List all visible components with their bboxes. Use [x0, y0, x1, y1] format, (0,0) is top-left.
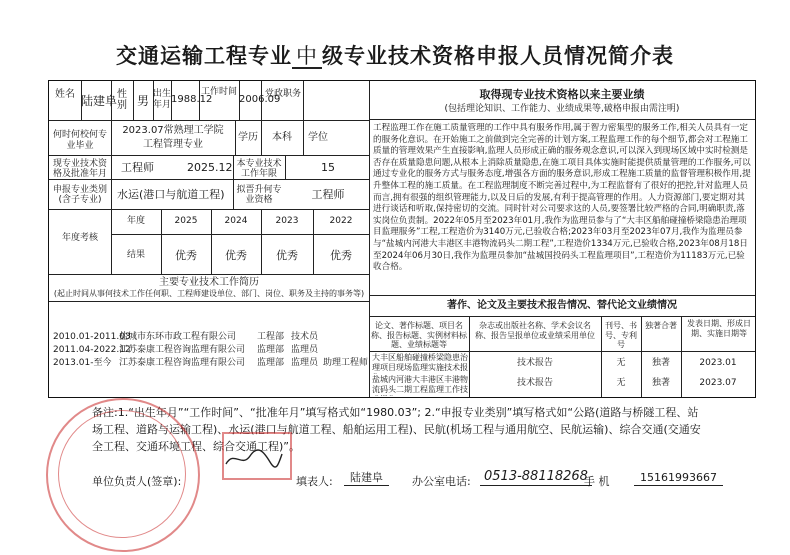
assessment-result: 优秀	[175, 249, 197, 262]
paper-author: 独著	[651, 358, 670, 368]
experience-role: 监理员	[291, 358, 319, 368]
work-value: 2006.09	[239, 94, 281, 105]
name-label: 姓名	[55, 89, 75, 100]
phone-value: 0513-88118268	[480, 470, 592, 486]
paper-issue: 无	[616, 378, 626, 388]
phone-label: 办公室电话:	[412, 475, 471, 488]
notes-text: 备注:1.“出生年月”“工作时间”、“批准年月”填写格式如“1980.03”; 2.“申报专业类别”填写格式如“公路(道路与桥隧工程、站场工程、道路与运输工程)、水运(港口与航道工程、船舶运用工程)、民航(机场工程与通用航空、民航运输)、综合交通(交通安全工程、交通环境工程、综合交通工程)”。	[92, 406, 701, 453]
education-label: 何时何校何专业毕业	[52, 130, 107, 151]
experience-org: 江苏泰康工程咨询监理有限公司	[119, 358, 246, 368]
assessment-year: 2022	[329, 216, 353, 226]
achievements-text: 工程监理工作在施工质量管理的工作中具有服务作用,属于智力密集型的服务工作,相关人员具有一定的服务化意识。在开始施工之前做到完全完善的计划方案,工程监理工作的每个细节,都会对工程施工质量的管理效果产生直接影响,监理人员形成正确的服务观念意识,可以深入到现场区域中实时检测是否存在质量隐患问题,从根本上消除质量隐患,在施工项目具体实施时能提供质量管理的工作服务,可以通过专业化的服务方式与服务态度,增强各方面的服务意识,形成工程施工质量的监督管理积极作用,提升整体工程的施工质量。在工程监理制度不断完善过程中,为工程监督有了很好的把控,针对监理人员而言,拥有很强的组织管理能力,以及日后的发展,有利于提高管理的作用。人力资源部门,要定期对其进行谈话和听取,保持密切的交流。同时针对公司要求这的人员,要签署比较严格的合同,明确职责,落实岗位负责制。2022年05月至2023年01月,我作为监理员参与了“大丰区船舶碰撞桥梁隐患治理项目监理服务”工程,工程造价为3140万元,已验收合格;2023年03月至2023年07月,我作为监理员参与“盐城内河港大丰港区丰港物流码头二期工程”,工程造价1334万元,已验收合格,2023年08月18日至2024年06月30日,我作为监理员参加“盐城国投码头工程监理项目”,工程造价为11183万元,已验收合格。	[373, 123, 751, 273]
post-label: 拟晋升何专业资格	[236, 185, 282, 205]
education-school: 2023.07常熟理工学院	[122, 125, 224, 136]
birth-label: 出生年月	[153, 89, 172, 110]
paper-issue: 无	[616, 358, 626, 368]
paper-title: 盐城内河港大丰港区丰港物流码头二期工程监理工作技	[372, 375, 468, 394]
experience-pos: 工程部	[257, 332, 285, 342]
mobile-value: 15161993667	[634, 472, 723, 486]
papers-header-author: 独著合著	[645, 321, 677, 330]
edu-label: 学历	[238, 132, 258, 143]
paper-date: 2023.07	[699, 378, 737, 388]
education-major: 工程管理专业	[143, 139, 203, 150]
papers-header-issue: 刊号、书号、专利号	[605, 321, 637, 349]
paper-author: 独著	[651, 378, 670, 388]
title-level: 中	[292, 46, 322, 69]
paper-date: 2023.01	[699, 358, 737, 368]
filler-value: 陆建阜	[344, 472, 389, 486]
name-value: 陆建阜	[81, 94, 118, 108]
papers-header-date: 发表日期、形成日期、实施日期等	[687, 319, 751, 338]
current-title: 工程师	[121, 161, 154, 174]
assessment-year: 2023	[275, 216, 299, 226]
experience-pos: 监理部	[257, 345, 285, 355]
signature-scribble	[224, 446, 284, 472]
assessment-result-label: 结果	[126, 250, 145, 260]
experience-subheading: (起止时间从事何技术工作任何职、工程师建设单位、部门、岗位、职务及主持的事务等)	[53, 289, 365, 298]
birth-value: 1988.12	[171, 94, 213, 105]
experience-heading: 主要专业技术工作简历	[159, 277, 259, 288]
papers-header-pub: 杂志或出版社名称、学术会议名称、报告呈报单位或业绩采用单位	[475, 321, 595, 340]
papers-header-title: 论文、著作标题、项目名称、报告标题、实例材料标题、业绩标题等	[371, 321, 467, 349]
post-value: 工程师	[311, 188, 345, 201]
work-label: 工作时间	[201, 87, 238, 97]
assessment-year: 2025	[174, 216, 198, 226]
experience-role: 监理员	[291, 345, 319, 355]
experience-org: 盐城市东环市政工程有限公司	[119, 332, 237, 342]
years-value: 15	[321, 161, 335, 174]
paper-pub: 技术报告	[516, 358, 553, 368]
unit-head-label: 单位负责人(签章):	[92, 475, 182, 488]
party-label: 党政职务	[264, 89, 301, 99]
current-label: 现专业技术资格及批准年月	[52, 159, 107, 179]
experience-period: 2013.01-至今	[53, 358, 112, 368]
paper-title: 大丰区船舶碰撞桥梁隐患治理项目现场监理实施技术报	[372, 353, 468, 372]
papers-heading: 著作、论文及主要技术报告情况、替代论文业绩情况	[447, 300, 677, 311]
assessment-label: 年度考核	[61, 233, 98, 243]
category-value: 水运(港口与航道工程)	[117, 188, 225, 201]
page-title: 交通运输工程专业 中 级专业技术资格申报人员情况简介表	[116, 44, 674, 68]
edu-value: 本科	[272, 132, 292, 143]
experience-role: 技术员	[291, 332, 319, 342]
experience-org: 江苏泰康工程咨询监理有限公司	[119, 345, 246, 355]
assessment-year: 2024	[224, 216, 248, 226]
experience-pos: 监理部	[257, 358, 285, 368]
degree-label: 学位	[308, 132, 328, 143]
achievements-subheading: (包括理论知识、工作能力、业绩成果等,破格申报由需注明)	[444, 104, 680, 114]
paper-pub: 技术报告	[516, 378, 553, 388]
experience-period: 2010.01-2011.03	[53, 332, 131, 342]
gender-value: 男	[136, 94, 149, 108]
achievements-heading: 取得现专业技术资格以来主要业绩	[479, 88, 645, 101]
category-label: 申报专业类别(含子专业)	[52, 185, 107, 205]
assessment-result: 优秀	[225, 249, 247, 262]
current-date: 2025.12	[187, 161, 233, 174]
gender-label: 性别	[117, 89, 127, 111]
unit-seal-inner	[58, 410, 186, 538]
assessment-result: 优秀	[330, 249, 352, 262]
mobile-label: 手 机	[584, 475, 610, 488]
experience-extra: 助理工程师	[323, 358, 369, 368]
experience-period: 2011.04-2022.12	[53, 345, 131, 355]
assessment-year-label: 年度	[126, 216, 145, 226]
filler-label: 填表人:	[296, 475, 333, 488]
years-label: 本专业技术工作年限	[236, 159, 282, 179]
form-table	[48, 80, 756, 398]
assessment-result: 优秀	[276, 249, 298, 262]
